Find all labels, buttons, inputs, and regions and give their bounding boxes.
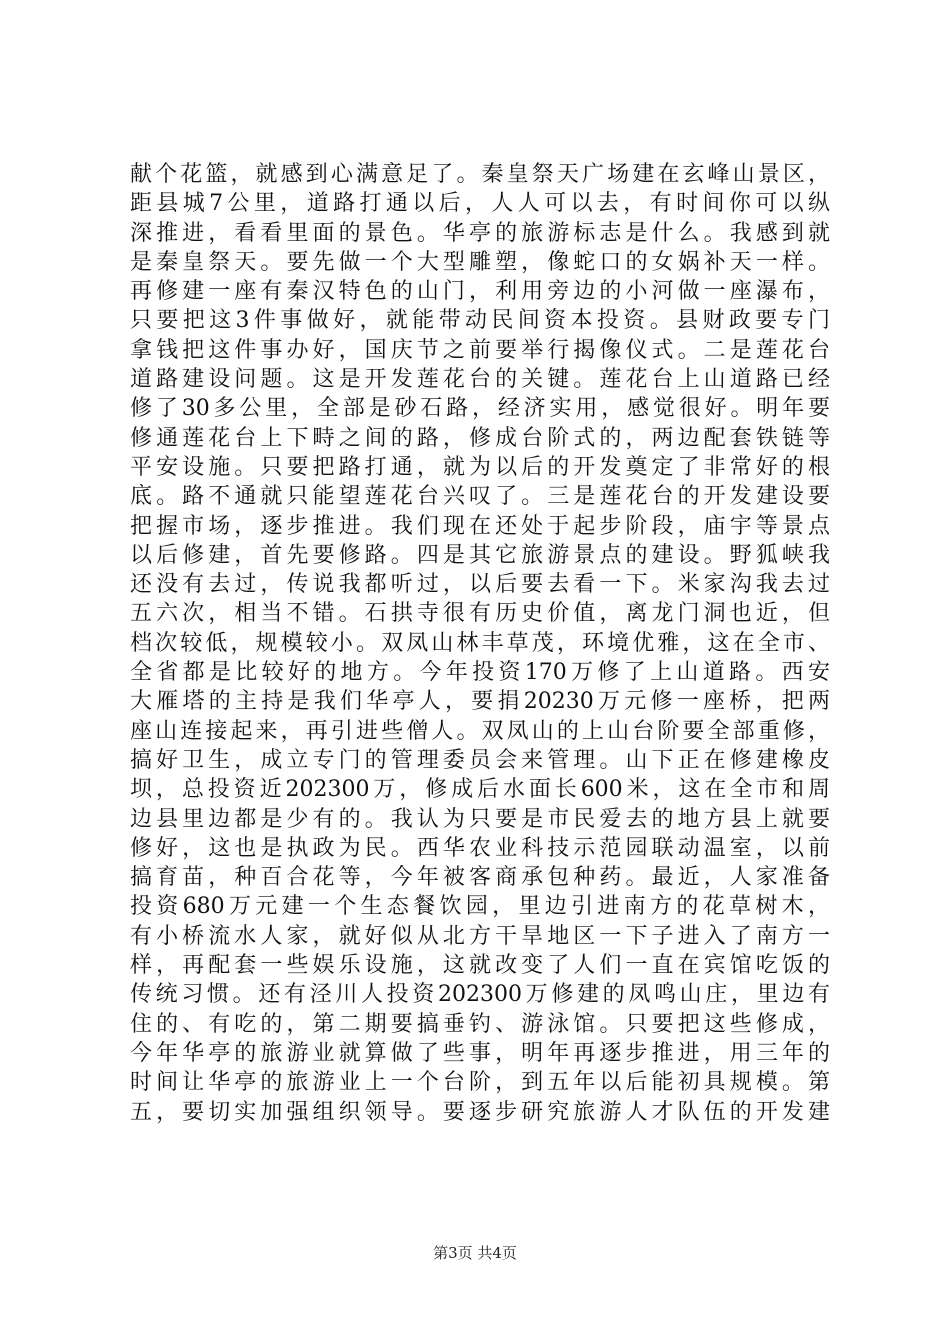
text-line: 搞育苗，种百合花等，今年被客商承包种药。最近，人家准备 [130,865,830,891]
text-line: 道路建设问题。这是开发莲花台的关键。莲花台上山道路已经 [130,367,830,393]
text-line: 修好，这也是执政为民。西华农业科技示范园联动温室，以前 [130,835,830,861]
text-line: 坝，总投资近202300万，修成后水面长600米，这在全市和周 [130,777,830,803]
text-line: 五，要切实加强组织领导。要逐步研究旅游人才队伍的开发建 [130,1099,830,1125]
text-line: 今年华亭的旅游业就算做了些事，明年再逐步推进，用三年的 [130,1040,830,1066]
text-line: 大雁塔的主持是我们华亭人，要捐20230万元修一座桥，把两 [130,689,830,715]
body-text [130,160,830,1127]
text-line: 深推进，看看里面的景色。华亭的旅游标志是什么。我感到就 [130,220,830,246]
text-line: 修了30多公里，全部是砂石路，经济实用，感觉很好。明年要 [130,396,830,422]
text-line: 是秦皇祭天。要先做一个大型雕塑，像蛇口的女娲补天一样。 [130,249,830,275]
text-line: 样，再配套一些娱乐设施，这就改变了人们一直在宾馆吃饭的 [130,953,830,979]
text-line: 献个花篮，就感到心满意足了。秦皇祭天广场建在玄峰山景区， [130,162,830,187]
text-line: 再修建一座有秦汉特色的山门，利用旁边的小河做一座瀑布， [130,279,830,305]
text-line: 搞好卫生，成立专门的管理委员会来管理。山下正在修建橡皮 [130,747,830,773]
text-line: 拿钱把这件事办好，国庆节之前要举行揭像仪式。二是莲花台 [130,337,830,363]
text-line: 距县城7公里，道路打通以后，人人可以去，有时间你可以纵 [130,191,830,217]
page-footer: 第3页 共4页 [433,1244,517,1262]
text-line: 有小桥流水人家，就好似从北方干旱地区一下子进入了南方一 [130,923,830,949]
text-line: 把握市场，逐步推进。我们现在还处于起步阶段，庙宇等景点 [130,513,830,539]
text-line: 全省都是比较好的地方。今年投资170万修了上山道路。西安 [130,660,830,686]
text-line: 传统习惯。还有泾川人投资202300万修建的凤鸣山庄，里边有 [130,982,830,1008]
text-line: 只要把这3件事做好，就能带动民间资本投资。县财政要专门 [130,308,830,334]
text-line: 边县里边都是少有的。我认为只要是市民爱去的地方县上就要 [130,806,830,832]
text-line: 时间让华亭的旅游业上一个台阶，到五年以后能初具规模。第 [130,1070,830,1096]
text-line: 座山连接起来，再引进些僧人。双凤山的上山台阶要全部重修， [130,718,830,744]
text-line: 修通莲花台上下畤之间的路，修成台阶式的，两边配套铁链等 [130,425,830,451]
text-line: 平安设施。只要把路打通，就为以后的开发奠定了非常好的根 [130,454,830,480]
text-line: 还没有去过，传说我都听过，以后要去看一下。米家沟我去过 [130,572,830,598]
text-line: 以后修建，首先要修路。四是其它旅游景点的建设。野狐峡我 [130,542,830,568]
text-line: 投资680万元建一个生态餐饮园，里边引进南方的花草树木， [130,894,830,920]
text-line: 底。路不通就只能望莲花台兴叹了。三是莲花台的开发建设要 [130,484,830,510]
text-line: 档次较低，规模较小。双凤山林丰草茂，环境优雅，这在全市、 [130,630,830,656]
text-line: 住的、有吃的，第二期要搞垂钓、游泳馆。只要把这些修成， [130,1011,830,1037]
text-line: 五六次，相当不错。石拱寺很有历史价值，离龙门洞也近，但 [130,601,830,627]
